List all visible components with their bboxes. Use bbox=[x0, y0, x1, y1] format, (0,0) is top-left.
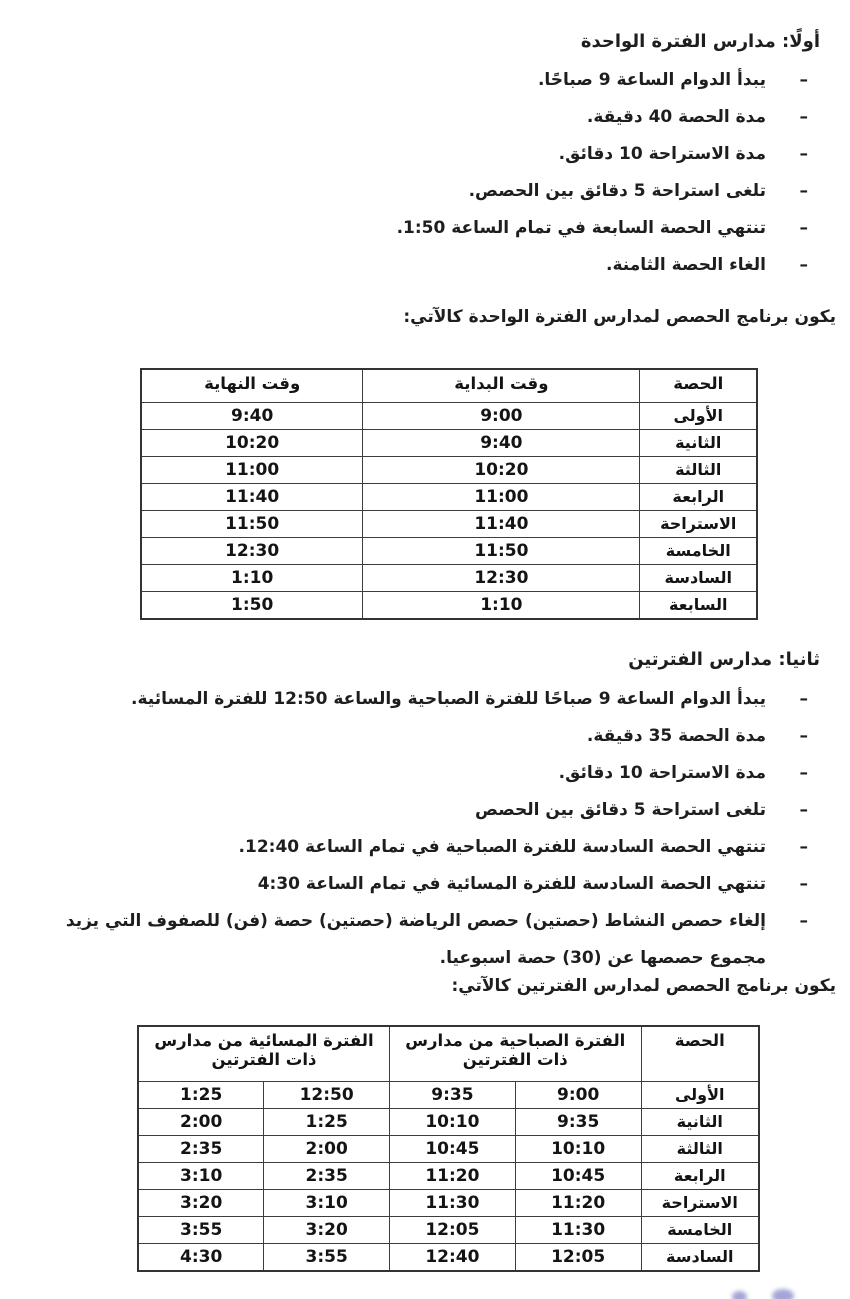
ink-blob bbox=[732, 1291, 747, 1299]
bullet-text: مدة الاستراحة 10 دقائق. bbox=[558, 144, 766, 164]
cell-start: 1:10 bbox=[363, 592, 640, 620]
table-row bbox=[138, 1109, 759, 1136]
cell-m_start: 10:45 bbox=[515, 1163, 641, 1190]
bullet-item bbox=[28, 173, 850, 210]
table-row bbox=[141, 565, 757, 592]
cell-start: 12:30 bbox=[363, 565, 640, 592]
cell-m_end: 9:35 bbox=[390, 1082, 516, 1109]
dash-bullet-icon: – bbox=[799, 763, 808, 783]
cell-end: 11:40 bbox=[141, 484, 363, 511]
cell-period: الخامسة bbox=[641, 1217, 759, 1244]
cell-period: الرابعة bbox=[640, 484, 757, 511]
dash-bullet-icon: – bbox=[799, 70, 808, 90]
bullet-text: تنتهي الحصة السادسة للفترة الصباحية في تمام الساعة 12:40. bbox=[238, 837, 766, 857]
cell-m_start: 9:35 bbox=[515, 1109, 641, 1136]
cell-period: الثانية bbox=[640, 430, 757, 457]
cell-e_start: 3:20 bbox=[264, 1217, 390, 1244]
section-one-table-intro: يكون برنامج الحصص لمدارس الفترة الواحدة كالآتي: bbox=[403, 307, 836, 327]
cell-period: الرابعة bbox=[641, 1163, 759, 1190]
cell-e_end: 3:10 bbox=[138, 1163, 264, 1190]
table-row bbox=[138, 1190, 759, 1217]
bullet-text: يبدأ الدوام الساعة 9 صباحًا للفترة الصباحية والساعة 12:50 للفترة المسائية. bbox=[131, 689, 766, 709]
cell-e_start: 3:10 bbox=[264, 1190, 390, 1217]
cell-period: السادسة bbox=[640, 565, 757, 592]
cell-m_end: 11:30 bbox=[390, 1190, 516, 1217]
header-period: الحصة bbox=[641, 1026, 759, 1082]
cell-start: 11:00 bbox=[363, 484, 640, 511]
section-two-bullets bbox=[28, 681, 850, 977]
cell-e_end: 4:30 bbox=[138, 1244, 264, 1272]
bullet-item bbox=[28, 210, 850, 247]
cell-end: 9:40 bbox=[141, 403, 363, 430]
cell-e_start: 2:35 bbox=[264, 1163, 390, 1190]
cell-m_start: 11:20 bbox=[515, 1190, 641, 1217]
blue-ink-mark bbox=[700, 1286, 820, 1299]
cell-e_end: 2:35 bbox=[138, 1136, 264, 1163]
dash-bullet-icon: – bbox=[799, 837, 808, 857]
table-row bbox=[141, 592, 757, 620]
dash-bullet-icon: – bbox=[799, 800, 808, 820]
cell-period: الأولى bbox=[640, 403, 757, 430]
cell-end: 11:00 bbox=[141, 457, 363, 484]
bullet-text: تلغى استراحة 5 دقائق بين الحصص bbox=[475, 800, 766, 820]
cell-period: الاستراحة bbox=[641, 1190, 759, 1217]
dash-bullet-icon: – bbox=[799, 181, 808, 201]
bullet-text: تنتهي الحصة السابعة في تمام الساعة 1:50. bbox=[396, 218, 766, 238]
single-period-schedule-table bbox=[140, 368, 758, 620]
cell-period: الخامسة bbox=[640, 538, 757, 565]
cell-period: الاستراحة bbox=[640, 511, 757, 538]
cell-e_end: 1:25 bbox=[138, 1082, 264, 1109]
cell-period: الأولى bbox=[641, 1082, 759, 1109]
bullet-item bbox=[28, 62, 850, 99]
table-row bbox=[138, 1136, 759, 1163]
dash-bullet-icon: – bbox=[799, 144, 808, 164]
bullet-item bbox=[28, 247, 850, 284]
section-one-heading: أولًا: مدارس الفترة الواحدة bbox=[580, 31, 820, 52]
cell-e_start: 1:25 bbox=[264, 1109, 390, 1136]
bullet-text: يبدأ الدوام الساعة 9 صباحًا. bbox=[537, 70, 766, 90]
bullet-item bbox=[28, 792, 850, 829]
dash-bullet-icon: – bbox=[799, 218, 808, 238]
bullet-item bbox=[28, 99, 850, 136]
bullet-item bbox=[28, 829, 850, 866]
table-row bbox=[138, 1244, 759, 1272]
bullet-item bbox=[28, 718, 850, 755]
bullet-text: تنتهي الحصة السادسة للفترة المسائية في تمام الساعة 4:30 bbox=[257, 874, 766, 894]
cell-start: 11:50 bbox=[363, 538, 640, 565]
cell-period: الثالثة bbox=[640, 457, 757, 484]
table-row bbox=[141, 511, 757, 538]
header-morning-period: الفترة الصباحية من مدارس ذات الفترتين bbox=[390, 1026, 642, 1082]
bullet-text: مدة الاستراحة 10 دقائق. bbox=[558, 763, 766, 783]
bullet-text: الغاء الحصة الثامنة. bbox=[605, 255, 766, 275]
cell-end: 10:20 bbox=[141, 430, 363, 457]
cell-start: 10:20 bbox=[363, 457, 640, 484]
dash-bullet-icon: – bbox=[799, 107, 808, 127]
cell-m_end: 11:20 bbox=[390, 1163, 516, 1190]
bullet-item bbox=[28, 681, 850, 718]
bullet-text: تلغى استراحة 5 دقائق بين الحصص. bbox=[468, 181, 766, 201]
cell-start: 9:00 bbox=[363, 403, 640, 430]
cell-e_start: 12:50 bbox=[264, 1082, 390, 1109]
bullet-item bbox=[28, 755, 850, 792]
cell-m_start: 12:05 bbox=[515, 1244, 641, 1272]
bullet-item bbox=[28, 866, 850, 903]
dash-bullet-icon: – bbox=[799, 874, 808, 894]
cell-period: السادسة bbox=[641, 1244, 759, 1272]
header-period: الحصة bbox=[640, 369, 757, 403]
bullet-text: مدة الحصة 40 دقيقة. bbox=[586, 107, 766, 127]
cell-end: 12:30 bbox=[141, 538, 363, 565]
table-header-row bbox=[138, 1026, 759, 1082]
cell-e_start: 2:00 bbox=[264, 1136, 390, 1163]
table-row bbox=[138, 1082, 759, 1109]
table-row bbox=[138, 1217, 759, 1244]
cell-m_end: 10:45 bbox=[390, 1136, 516, 1163]
cell-e_end: 3:20 bbox=[138, 1190, 264, 1217]
section-two-table-intro: يكون برنامج الحصص لمدارس الفترتين كالآتي: bbox=[451, 976, 836, 996]
dash-bullet-icon: – bbox=[799, 726, 808, 746]
cell-m_start: 9:00 bbox=[515, 1082, 641, 1109]
table-row bbox=[141, 457, 757, 484]
bullet-item bbox=[28, 903, 850, 977]
dash-bullet-icon: – bbox=[799, 911, 808, 931]
dash-bullet-icon: – bbox=[799, 689, 808, 709]
cell-end: 1:50 bbox=[141, 592, 363, 620]
cell-e_end: 3:55 bbox=[138, 1217, 264, 1244]
table-row bbox=[141, 538, 757, 565]
section-two-heading: ثانيا: مدارس الفترتين bbox=[628, 649, 820, 670]
header-end-time: وقت النهاية bbox=[141, 369, 363, 403]
cell-e_start: 3:55 bbox=[264, 1244, 390, 1272]
ink-blob bbox=[772, 1289, 794, 1299]
cell-start: 9:40 bbox=[363, 430, 640, 457]
cell-start: 11:40 bbox=[363, 511, 640, 538]
cell-m_start: 11:30 bbox=[515, 1217, 641, 1244]
cell-m_start: 10:10 bbox=[515, 1136, 641, 1163]
bullet-text: إلغاء حصص النشاط (حصتين) حصص الرياضة (حصتين) حصة (فن) للصفوف التي يزيد مجموع حصصها عن (30) حصة اسبوعيا. bbox=[65, 911, 766, 968]
cell-m_end: 10:10 bbox=[390, 1109, 516, 1136]
cell-end: 11:50 bbox=[141, 511, 363, 538]
dash-bullet-icon: – bbox=[799, 255, 808, 275]
table-header-row bbox=[141, 369, 757, 403]
cell-period: الثانية bbox=[641, 1109, 759, 1136]
cell-end: 1:10 bbox=[141, 565, 363, 592]
cell-e_end: 2:00 bbox=[138, 1109, 264, 1136]
table-row bbox=[141, 403, 757, 430]
section-one-bullets bbox=[28, 62, 850, 284]
bullet-text: مدة الحصة 35 دقيقة. bbox=[586, 726, 766, 746]
table-row bbox=[141, 430, 757, 457]
table-row bbox=[141, 484, 757, 511]
cell-m_end: 12:05 bbox=[390, 1217, 516, 1244]
cell-period: الثالثة bbox=[641, 1136, 759, 1163]
header-start-time: وقت البداية bbox=[363, 369, 640, 403]
table-row bbox=[138, 1163, 759, 1190]
cell-period: السابعة bbox=[640, 592, 757, 620]
header-evening-period: الفترة المسائية من مدارس ذات الفترتين bbox=[138, 1026, 390, 1082]
bullet-item bbox=[28, 136, 850, 173]
cell-m_end: 12:40 bbox=[390, 1244, 516, 1272]
two-period-schedule-table bbox=[137, 1025, 760, 1272]
